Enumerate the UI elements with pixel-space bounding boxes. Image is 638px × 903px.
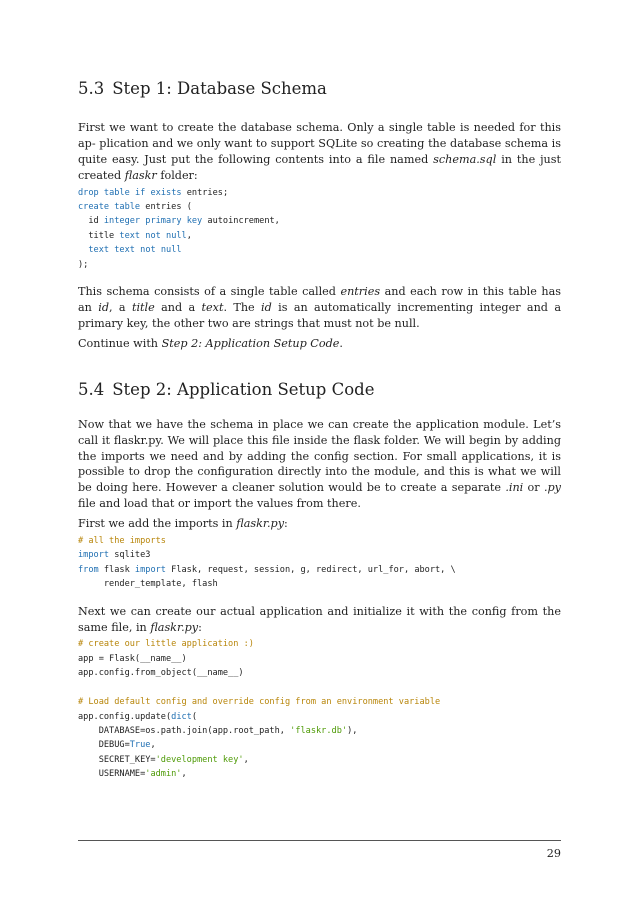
sql-text: autoincrement, [207, 216, 280, 227]
sql-keyword: primary [145, 216, 182, 227]
text-line: easy. Just put the following contents into a file named [111, 152, 434, 166]
python-keyword: import [134, 564, 166, 575]
setup-intro-paragraph [78, 417, 561, 512]
text-line: First we add the imports in [78, 517, 237, 531]
code-text: , [243, 754, 249, 765]
code-string: 'development key' [155, 754, 244, 765]
section-title: Step 2: Application Setup Code [112, 379, 375, 399]
code-text: app.config.from_object(__name__) [78, 668, 244, 679]
sql-keyword: text [119, 230, 141, 241]
folder-name-flaskr: flaskr [124, 168, 157, 182]
python-keyword: import [78, 550, 110, 561]
text-line: Now that we have the schema in place we can create the application module. Let’s [78, 417, 561, 431]
sql-keyword: null [166, 230, 187, 241]
text-line: . [339, 336, 343, 350]
code-text: SECRET_KEY= [78, 754, 156, 765]
filename-flaskr-py: flaskr.py [150, 620, 199, 634]
text-line: folder: [156, 168, 198, 182]
code-text: flask [98, 564, 135, 575]
application-code-block [78, 637, 561, 781]
sql-keyword: key [186, 216, 203, 227]
sql-code-block [78, 186, 561, 272]
sql-keyword: table [103, 187, 130, 198]
page-number: 29 [546, 847, 561, 860]
text-line: Continue with [78, 336, 162, 350]
text-line: or [523, 481, 544, 495]
section-number: 5.4 [78, 379, 105, 399]
code-text: DATABASE=os.path.join(app.root_path, [78, 725, 291, 736]
sql-keyword: exists [150, 187, 182, 198]
text-line: possible to drop the configuration directly into the module, and this is what we will [78, 465, 561, 479]
text-line: First we want to create the database schema. Only a single table is needed for this ap- [78, 121, 561, 150]
sql-keyword: text [114, 245, 135, 256]
text-line: in the just created [78, 152, 562, 182]
code-comment: # Load default config and override config from an environment variable [78, 697, 441, 708]
code-comment: # all the imports [78, 536, 166, 547]
text-line: call it flaskr.py. We will place this file inside the flask folder. We will begin by adding [78, 433, 561, 447]
text-line: the imports we need and by adding the config section. For small applications, it is [78, 449, 561, 463]
text-line: Next we can create our actual application and initialize it with the config from the [78, 604, 561, 618]
text-line: plication and we only want to support SQLite so creating the database schema is quite [78, 136, 561, 166]
python-builtin: dict [171, 711, 192, 722]
imports-intro-paragraph [78, 516, 561, 532]
text-line: and load that or import the values from there. [99, 497, 361, 511]
page-content [78, 78, 561, 782]
imports-code-block [78, 534, 561, 592]
sql-text: , [186, 230, 192, 241]
emphasis-ini: .ini [505, 481, 524, 495]
code-string: 'flaskr.db' [290, 725, 348, 736]
code-text: USERNAME= [78, 769, 146, 780]
text-line: file [78, 497, 96, 511]
filename-schema-sql: schema.sql [433, 152, 497, 166]
section-number: 5.3 [78, 79, 105, 98]
code-text: render_template, flash [78, 579, 218, 590]
code-comment: # create our little application :) [78, 639, 254, 650]
emphasis-title: title [131, 300, 155, 314]
sql-keyword: integer [103, 216, 141, 227]
text-line: , a [109, 300, 132, 314]
code-text: app.config.update( [78, 711, 172, 722]
text-line: same file, in [78, 620, 151, 634]
text-line: : [198, 620, 202, 634]
sql-text: title [78, 230, 120, 241]
sql-text [78, 245, 88, 255]
emphasis-id: id [98, 300, 109, 314]
continue-paragraph [78, 336, 561, 352]
filename-flaskr-py: flaskr.py [236, 517, 285, 531]
emphasis-py: .py [543, 481, 561, 495]
text-line: is an automatically incrementing integer and a primary key, [78, 300, 561, 330]
text-line: : [284, 517, 288, 531]
code-string: 'admin' [145, 769, 182, 780]
emphasis-id: id [261, 300, 272, 314]
footer-rule [78, 840, 561, 841]
section-heading-5-4 [78, 379, 561, 401]
code-text: ( [191, 711, 198, 722]
python-keyword: from [78, 564, 99, 575]
sql-keyword: table [114, 202, 141, 213]
code-text: sqlite3 [109, 550, 151, 561]
sql-text: ); [78, 259, 89, 270]
text-line: This schema consists of a single table called [78, 285, 341, 299]
sql-keyword: create [78, 202, 110, 213]
schema-intro-paragraph [78, 120, 561, 184]
application-intro-paragraph [78, 604, 561, 636]
sql-keyword: if [134, 187, 146, 198]
code-text: , [150, 740, 156, 751]
python-constant: True [129, 740, 151, 751]
sql-keyword: not [145, 230, 161, 241]
code-text: Flask, request, session, g, redirect, url_for, abort, \ [165, 564, 456, 575]
code-text: DEBUG= [78, 740, 130, 751]
sql-keyword: null [160, 245, 182, 256]
section-title: Step 1: Database Schema [112, 79, 327, 98]
code-text: app = Flask(__name__) [78, 653, 187, 664]
sql-text: entries ( [145, 202, 192, 213]
code-text: ), [347, 725, 358, 736]
sql-keyword: drop [78, 187, 99, 198]
sql-keyword: not [140, 245, 156, 256]
text-line: and a [154, 300, 202, 314]
emphasis-text: text [201, 300, 224, 314]
sql-text: entries; [186, 187, 229, 198]
section-heading-5-3 [78, 78, 561, 100]
sql-keyword: text [88, 245, 110, 256]
cross-reference-link[interactable]: Step 2: Application Setup Code [161, 336, 340, 350]
text-line: and each row in this table has an [78, 285, 561, 314]
text-line: . The [223, 300, 262, 314]
text-line: be doing here. However a cleaner solution would be to create a separate [78, 481, 506, 495]
code-text: , [181, 769, 187, 780]
schema-description-paragraph [78, 284, 561, 332]
sql-text: id [78, 216, 104, 227]
emphasis-entries: entries [340, 285, 381, 299]
text-line: the other two are strings that must not be null. [151, 316, 420, 330]
